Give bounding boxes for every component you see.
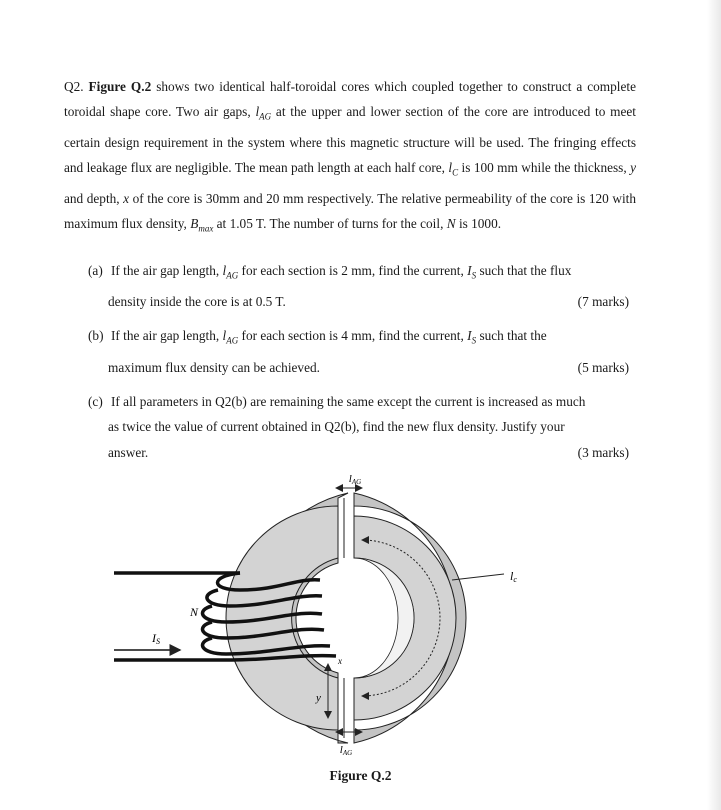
part-text: If all parameters in Q2(b) are remaining the same except the current is increased as much	[111, 393, 586, 409]
part-text: for each section is 4 mm, find the current,	[241, 328, 464, 344]
part-text: maximum flux density can be achieved.	[108, 359, 320, 375]
part-label: (b)	[88, 328, 104, 344]
part-text: such that the flux	[479, 263, 572, 278]
marks: (7 marks)	[577, 294, 629, 310]
label-x: x	[338, 656, 342, 666]
label-lag-bottom: lAG	[339, 744, 353, 757]
left-core-face	[226, 506, 338, 730]
symbol-lag: $l_{AG}$	[222, 328, 239, 347]
part-text: as twice the value of current obtained in Q2(b), find the new flux density. Justify your	[108, 419, 565, 435]
lc-leader-line	[452, 574, 504, 580]
label-y: y	[316, 692, 321, 704]
figure-reference: Figure Q.2	[88, 79, 152, 94]
part-text: such that the	[479, 328, 547, 344]
marks: (3 marks)	[577, 444, 629, 460]
part-b	[88, 323, 633, 379]
label-is: IS	[152, 631, 160, 646]
question-text	[64, 74, 636, 242]
question-number: Q2.	[64, 79, 84, 94]
symbol-is: $I_S$	[467, 263, 477, 281]
question-sentence: of the core is 30mm and 20 mm respectively. The relative permeability of the core is 120 with maximum flux density,	[64, 191, 636, 232]
label-lc: lc	[510, 569, 517, 584]
symbol-x: x	[123, 191, 130, 207]
question-parts	[88, 258, 633, 465]
part-c	[88, 389, 633, 465]
symbol-lag: $l_{AG}$	[222, 263, 239, 281]
label-lag-top: lAG	[348, 473, 362, 486]
part-a	[88, 258, 633, 314]
part-text: If the air gap length,	[111, 328, 220, 344]
part-text: density inside the core is at 0.5 T.	[108, 294, 286, 310]
question-sentence: is 1000.	[458, 216, 502, 232]
symbol-lag: $l_{AG}$	[255, 104, 272, 122]
part-text: for each section is 2 mm, find the current,	[241, 263, 464, 278]
figure-caption: Figure Q.2	[329, 768, 392, 783]
symbol-lc: $l_C$	[448, 160, 459, 178]
marks: (5 marks)	[577, 359, 629, 375]
symbol-is: $I_S$	[467, 328, 477, 347]
question-sentence: is 100 mm while the thickness,	[461, 160, 627, 176]
part-text: If the air gap length,	[111, 263, 220, 278]
toroid-figure	[100, 468, 550, 768]
symbol-bmax: $B_{max}$	[190, 216, 214, 234]
symbol-n: N	[446, 216, 456, 232]
part-label: (a)	[88, 263, 103, 278]
question-sentence: shows two identical half-toroidal cores which coupled together to construct a complete toroidal shape core. Two air gaps,	[64, 79, 636, 120]
question-sentence: at 1.05 T. The number of turns for the coil,	[216, 216, 444, 232]
part-label: (c)	[88, 393, 103, 409]
symbol-y: y	[630, 160, 636, 176]
label-n: N	[190, 605, 199, 619]
question-sentence: and depth,	[64, 191, 120, 207]
page-edge-shadow	[707, 0, 721, 810]
question-sentence: at the upper and lower section of the core are introduced to meet certain design requirement in the system where this magnetic structure will be used. The fringing effects and leakage flux are negligible. The mean path length at each half core,	[64, 104, 636, 176]
part-text: answer.	[108, 444, 149, 460]
